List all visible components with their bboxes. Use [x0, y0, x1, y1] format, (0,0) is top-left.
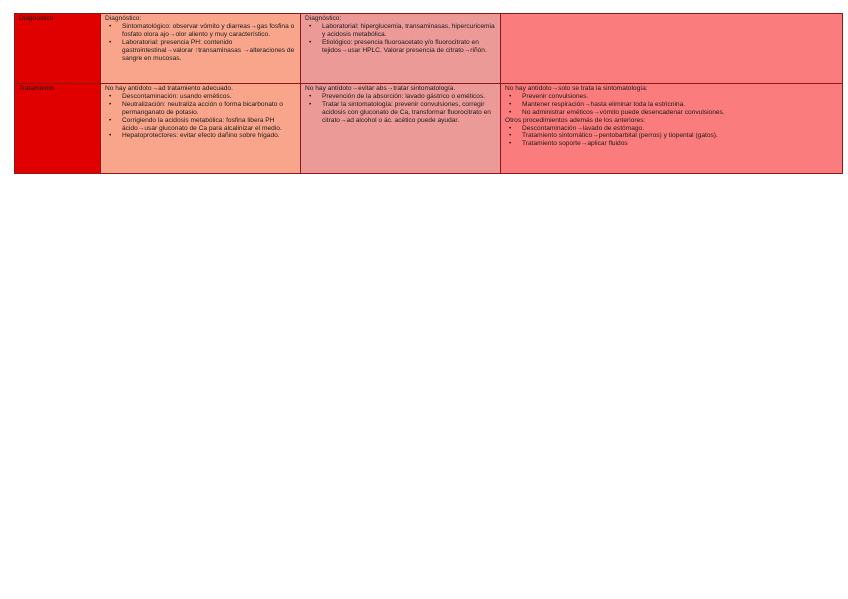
toxicology-table — [14, 13, 843, 174]
list-item: • Descontaminación→lavado de estómago. — [522, 125, 838, 133]
list-item: • Descontaminación: usando eméticos. — [122, 93, 296, 101]
table-row-diagnostico — [15, 14, 843, 84]
list-item: • No administrar eméticos→vómito puede desencadenar convulsiones. — [522, 109, 838, 117]
table-cell — [101, 14, 301, 84]
table-cell — [501, 84, 843, 174]
table-cell — [101, 84, 301, 174]
cell-title: No hay antídoto→evitar abs→tratar sintomatología. — [305, 85, 456, 92]
list-item: • Prevención de la absorción: lavado gástrico o eméticos. — [322, 93, 496, 101]
bullet-list — [305, 23, 496, 55]
row-label: Tratamiento — [15, 84, 101, 174]
list-item: • Laboratorial: presencia PH: contenido gastrointestinal→valorar ↑transaminasas →alteraciones de sangre en mucosas. — [122, 39, 296, 63]
list-item: • Corrigiendo la acidosis metabólica: fosfina libera PH ácido→usar gluconato de Ca para alcalinizar el medio. — [122, 117, 296, 133]
table-row-tratamiento — [15, 84, 843, 174]
cell-title: Diagnóstico: — [105, 15, 142, 22]
list-item: • Laboratorial: hiperglucemia, transaminasas, hipercuricemia y acidosis metabólica. — [322, 23, 496, 39]
bullet-list — [105, 93, 296, 140]
cell-title: Diagnóstico: — [305, 15, 342, 22]
table-cell-empty — [501, 14, 843, 84]
row-label: Diagnóstico — [15, 14, 101, 84]
cell-title: No hay antídoto→solo se trata la sintomatología: — [505, 85, 648, 92]
list-item: • Tratar la sintomatología: prevenir convulsiones, corregir acidosis con gluconato de Ca, transformar fluorocitrato en citrato→ad alcohol o ác. acético puede ayudar. — [322, 101, 496, 125]
list-item: • Hepatoprotectores: evitar efecto dañino sobre hígado. — [122, 132, 296, 140]
cell-subtitle: Otros procedimientos además de los anteriores: — [505, 116, 646, 124]
list-item: • Etiológico: presencia fluoroacetato y/o fluorocitrato en tejidos→usar HPLC. Valorar presencia de citrato→riñón. — [322, 39, 496, 55]
list-item: • Tratamiento soporte→aplicar fluidos — [522, 140, 838, 148]
list-item: • Tratamiento sintomático→pentobarbital (perros) y tiopental (gatos). — [522, 132, 838, 140]
list-item: • Prevenir convulsiones. — [522, 93, 838, 101]
bullet-list — [305, 93, 496, 125]
bullet-list — [105, 23, 296, 63]
table-cell — [301, 14, 501, 84]
bullet-list — [505, 93, 838, 117]
list-item: • Mantener respiración→hasta eliminar toda la estricnina. — [522, 101, 838, 109]
list-item: • Neutralización: neutraliza acción o forma bicarbonato o permanganato de potasio. — [122, 101, 296, 117]
bullet-list — [505, 125, 838, 149]
list-item: • Sintomatológico: observar vómito y diarreas→gas fosfina o fosfato olora ajo→olor aliento y muy característico. — [122, 23, 296, 39]
table-cell — [301, 84, 501, 174]
cell-title: No hay antídoto→ad tratamiento adecuado. — [105, 85, 233, 92]
